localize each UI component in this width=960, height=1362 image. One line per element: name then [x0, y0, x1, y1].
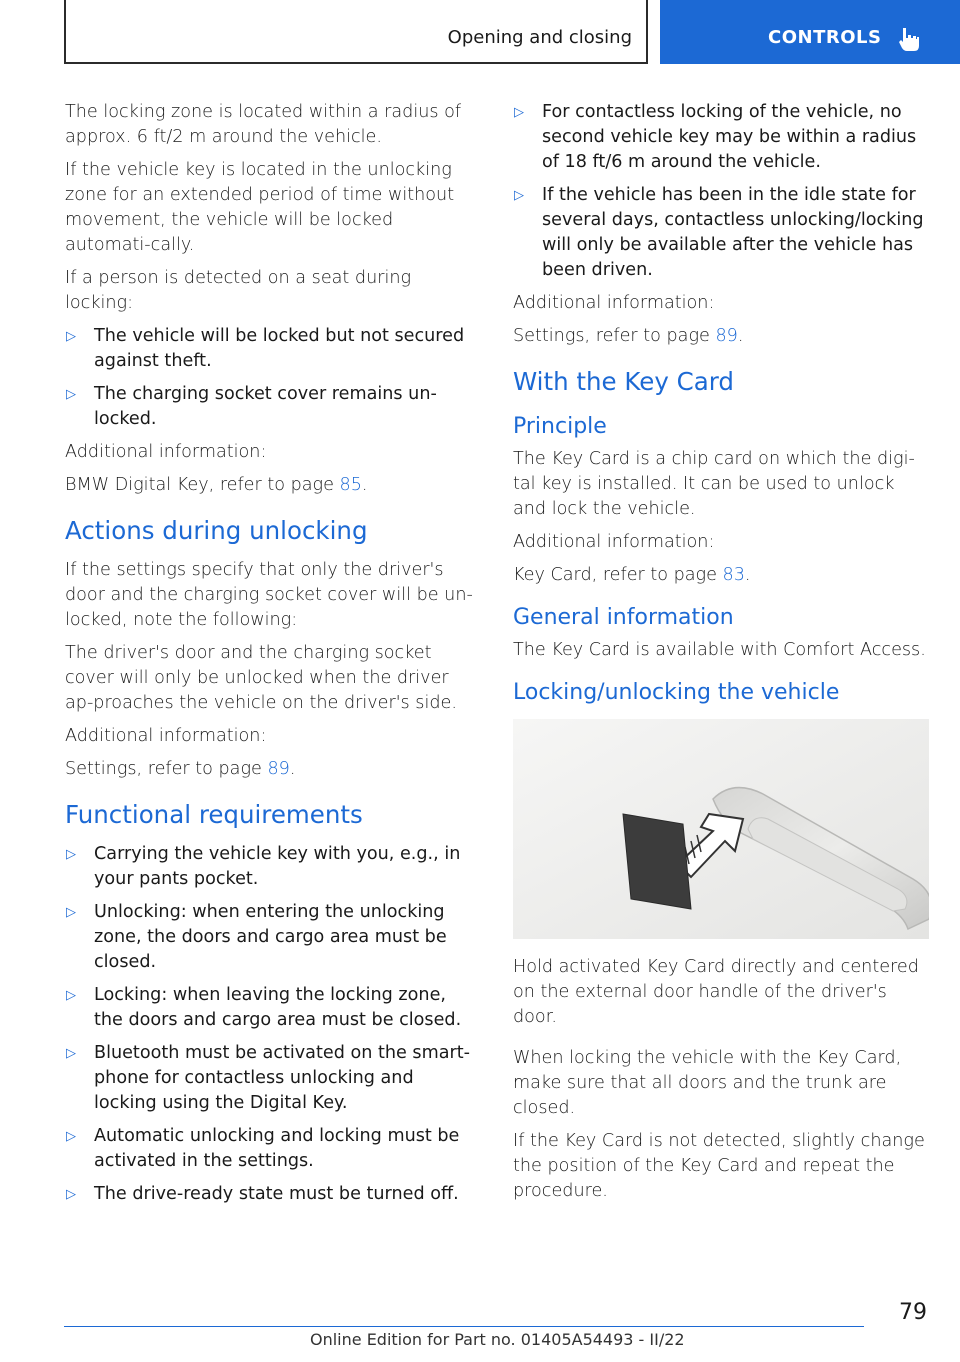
paragraph: When locking the vehicle with the Key Card, make sure that all doors and the trunk are closed. — [513, 1048, 902, 1118]
list-item — [513, 183, 931, 283]
section-heading: Functional requirements — [65, 800, 363, 829]
paragraph: Additional information: — [513, 532, 715, 552]
triangle-bullet-icon: ▷ — [514, 188, 524, 203]
list-item — [513, 100, 931, 175]
page-number: 79 — [899, 1300, 927, 1325]
list-item-text: Carrying the vehicle key with you, e.g., in your pants pocket. — [94, 844, 461, 889]
list-item-text: The charging socket cover remains un‐locked. — [94, 384, 437, 429]
key-card-door-handle-illustration — [513, 719, 929, 939]
list-item — [65, 842, 480, 892]
list-item-text: Locking: when leaving the locking zone, the doors and cargo area must be closed. — [94, 985, 462, 1030]
paragraph: If a person is detected on a seat during locking: — [65, 268, 412, 313]
triangle-bullet-icon: ▷ — [66, 1129, 76, 1144]
reference-line: BMW Digital Key, refer to page 85. — [65, 475, 368, 495]
list-item-text: The drive-ready state must be turned off. — [94, 1184, 459, 1204]
paragraph: If the settings specify that only the driver's door and the charging socket cover will be un‐locked, note the following: — [65, 560, 473, 630]
paragraph: If the vehicle key is located in the unlocking zone for an extended period of time without movement, the vehicle will be locked automati‐cally. — [65, 160, 455, 255]
triangle-bullet-icon: ▷ — [66, 329, 76, 344]
triangle-bullet-icon: ▷ — [66, 387, 76, 402]
reference-line: Settings, refer to page 89. — [513, 326, 744, 346]
reference-text: Settings, refer to page — [513, 326, 716, 346]
paragraph: The Key Card is a chip card on which the digi‐tal key is installed. It can be used to unlock and lock the vehicle. — [513, 449, 915, 519]
triangle-bullet-icon: ▷ — [66, 847, 76, 862]
paragraph: If the Key Card is not detected, slightly change the position of the Key Card and repeat the procedure. — [513, 1131, 925, 1201]
list-item — [65, 1041, 480, 1116]
reference-line: Key Card, refer to page 83. — [513, 565, 751, 585]
triangle-bullet-icon: ▷ — [66, 1187, 76, 1202]
reference-text: Settings, refer to page — [65, 759, 268, 779]
right-column — [513, 100, 931, 1212]
list-item — [65, 900, 480, 975]
paragraph: Additional information: — [65, 726, 267, 746]
list-item — [65, 382, 480, 432]
bullet-list — [513, 100, 931, 283]
section-heading: With the Key Card — [513, 367, 734, 396]
triangle-bullet-icon: ▷ — [514, 105, 524, 120]
list-item-text: For contactless locking of the vehicle, no second vehicle key may be within a radius of 18 ft/6 m around the vehicle. — [542, 102, 917, 172]
page-link[interactable]: 83 — [722, 565, 745, 585]
footer-edition: Online Edition for Part no. 01405A54493 - II/22 — [310, 1330, 685, 1349]
list-item-text: If the vehicle has been in the idle state for several days, contactless unlocking/locking will only be available after the vehicle has been driven. — [542, 185, 924, 280]
reference-text: Key Card, refer to page — [513, 565, 723, 585]
bullet-list — [65, 324, 480, 432]
left-column — [65, 100, 480, 1215]
paragraph: Hold activated Key Card directly and centered on the external door handle of the driver's door. — [513, 957, 919, 1027]
triangle-bullet-icon: ▷ — [66, 905, 76, 920]
paragraph: The driver's door and the charging socket cover will only be unlocked when the driver ap‐proaches the vehicle on the driver's side. — [65, 643, 457, 713]
subsection-heading: Locking/unlocking the vehicle — [513, 680, 840, 705]
page-link[interactable]: 85 — [339, 475, 362, 495]
paragraph: The Key Card is available with Comfort Access. — [513, 640, 926, 660]
page-link[interactable]: 89 — [715, 326, 738, 346]
list-item — [65, 983, 480, 1033]
subsection-heading: General information — [513, 605, 734, 630]
paragraph: The locking zone is located within a radius of approx. 6 ft/2 m around the vehicle. — [65, 102, 462, 147]
header-section-title: Opening and closing — [447, 27, 632, 48]
list-item — [65, 1182, 480, 1207]
paragraph: Additional information: — [65, 442, 267, 462]
section-heading: Actions during unlocking — [65, 516, 368, 545]
triangle-bullet-icon: ▷ — [66, 1046, 76, 1061]
list-item-text: The vehicle will be locked but not secured against theft. — [94, 326, 465, 371]
list-item-text: Unlocking: when entering the unlocking zone, the doors and cargo area must be closed. — [94, 902, 447, 972]
reference-line: Settings, refer to page 89. — [65, 759, 296, 779]
bullet-list — [65, 842, 480, 1207]
list-item — [65, 324, 480, 374]
list-item-text: Automatic unlocking and locking must be activated in the settings. — [94, 1126, 460, 1171]
page-link[interactable]: 89 — [267, 759, 290, 779]
header-chapter-title: CONTROLS — [768, 27, 882, 48]
header-section-box — [64, 0, 648, 64]
footer-divider — [64, 1326, 864, 1327]
subsection-heading: Principle — [513, 414, 607, 439]
reference-text: BMW Digital Key, refer to page — [65, 475, 340, 495]
triangle-bullet-icon: ▷ — [66, 988, 76, 1003]
header-chapter-box — [660, 0, 960, 64]
list-item-text: Bluetooth must be activated on the smart‐phone for contactless unlocking and locking using the Digital Key. — [94, 1043, 470, 1113]
paragraph: Additional information: — [513, 293, 715, 313]
list-item — [65, 1124, 480, 1174]
pointing-hand-icon — [898, 26, 920, 56]
